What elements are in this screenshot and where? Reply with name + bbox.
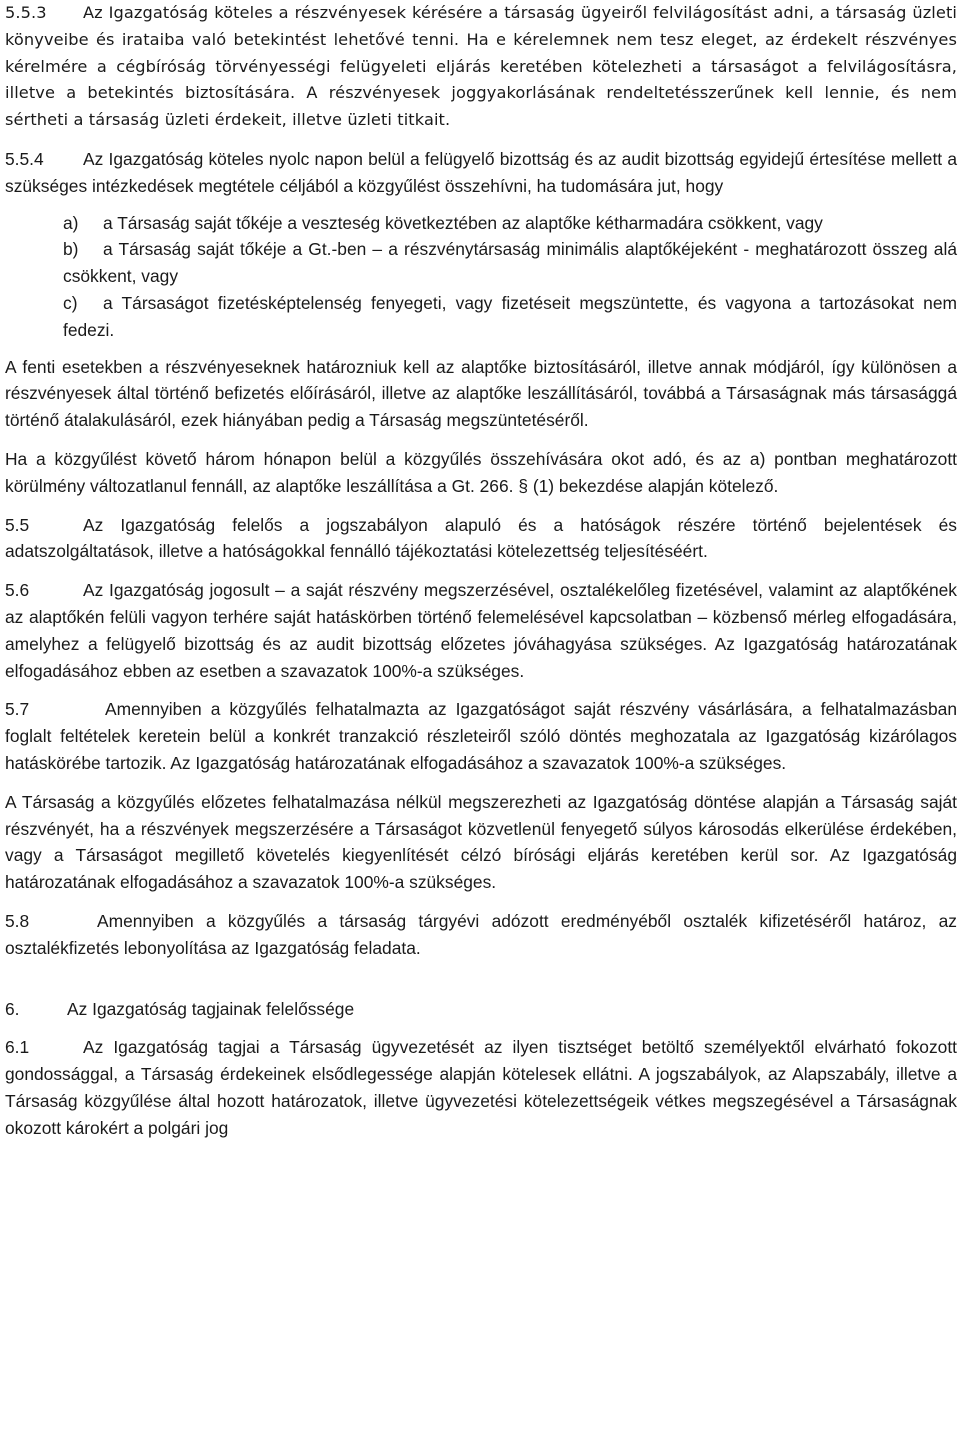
list-item — [63, 290, 957, 344]
section-title: Az Igazgatóság tagjainak felelőssége — [67, 998, 355, 1019]
document-page — [5, 0, 957, 1141]
list-item-text: a Társaság saját tőkéje a Gt.-ben – a részvénytársaság minimális alaptőkéjeként - meghatározott összeg alá csökkent, vagy — [63, 239, 957, 287]
paragraph-capital-measures: A fenti esetekben a részvényeseknek határozniuk kell az alaptőke biztosításáról, illetve annak módjáról, így különösen a részvényesek által történő befizetés előírásáról, illetve az alaptőke leszállításáról, továbbá a Társaságnak más társasággá történő átalakulásáról, ezek hiányában pedig a Társaság megszüntetéséről. — [5, 356, 957, 431]
list-item — [63, 236, 957, 290]
section-text: Az Igazgatóság köteles a részvényesek kérésére a társaság ügyeiről felvilágosítást adni, a társaság üzleti könyveibe és irataiba való betekintést lehetővé tenni. Ha e kérelemnek nem tesz eleget, az érdekelt részvényes kérelmére a cégbíróság törvényességi felügyeleti eljárás keretében kötelezheti a társaságot a felvilágosításra, illetve a betekintés biztosítására. A részvényesek joggyakorlásának rendeltetésszerűnek kell lennie, és nem sértheti a társaság üzleti érdekeit, illetve üzleti titkait. — [5, 3, 957, 130]
list-item-label: a) — [63, 212, 79, 233]
section-number: 5.6 — [5, 580, 30, 601]
section-5-5-3 — [5, 0, 957, 134]
section-number: 5.7 — [5, 699, 30, 720]
list-item-label: c) — [63, 292, 78, 313]
list-item-text: a Társaságot fizetésképtelenség fenyegeti, vagy fizetéseit megszüntette, és vagyona a tartozásokat nem fedezi. — [63, 292, 957, 340]
section-number: 5.5 — [5, 514, 30, 535]
section-text: Az Igazgatóság köteles nyolc napon belül a felügyelő bizottság és az audit bizottság egyidejű értesítése mellett a szükséges intézkedések megtétele céljából a közgyűlést összehívni, ha tudomására jut, hogy — [5, 148, 957, 196]
section-number: 6.1 — [5, 1037, 30, 1058]
list-item-text: a Társaság saját tőkéje a veszteség következtében az alaptőke kétharmadára csökkent, vagy — [103, 212, 823, 233]
condition-list — [63, 210, 957, 344]
section-text: Amennyiben a közgyűlés felhatalmazta az Igazgatóságot saját részvény vásárlására, a felhatalmazásban foglalt feltételek keretein belül a konkrét tranzakció részleteiről szóló döntés meghozatala az Igazgatóság kizárólagos hatáskörébe tartozik. Az Igazgatóság határozatának elfogadásához a szavazatok 100%-a szükséges. — [5, 699, 957, 773]
section-text: Amennyiben a közgyűlés a társaság tárgyévi adózott eredményéből osztalék kifizetéséről határoz, az osztalékfizetés lebonyolítása az Igazgatóság feladata. — [5, 910, 957, 958]
section-5-7 — [5, 696, 957, 776]
section-5-6 — [5, 577, 957, 684]
section-heading-6 — [5, 996, 957, 1023]
section-number: 5.8 — [5, 910, 30, 931]
section-number: 5.5.4 — [5, 148, 44, 169]
section-number: 6. — [5, 998, 20, 1019]
list-item-label: b) — [63, 239, 79, 260]
paragraph-own-shares: A Társaság a közgyűlés előzetes felhatalmazása nélkül megszerezheti az Igazgatóság döntése alapján a Társaság saját részvényét, ha a részvények megszerzésére a Társaságot közvetlenül fenyegető súlyos károsodás elkerülése érdekében, vagy a Társaságot megillető követelés kiegyenlítését célzó bírósági eljárás keretében kerül sor. Az Igazgatóság határozatának elfogadásához a szavazatok 100%-a szükséges. — [5, 791, 957, 893]
section-5-8 — [5, 908, 957, 962]
paragraph-capital-reduction: Ha a közgyűlést követő három hónapon belül a közgyűlés összehívására okot adó, és az a) pontban meghatározott körülmény változatlanul fennáll, az alaptőke leszállítása a Gt. 266. § (1) bekezdése alapján kötelező. — [5, 448, 957, 496]
section-number: 5.5.3 — [5, 3, 47, 22]
list-item — [63, 210, 957, 237]
section-text: Az Igazgatóság felelős a jogszabályon alapuló és a hatóságok részére történő bejelentések és adatszolgáltatások, illetve a hatóságokkal fennálló tájékoztatási kötelezettség teljesítéséért. — [5, 514, 957, 562]
section-5-5-4 — [5, 146, 957, 200]
section-text: Az Igazgatóság tagjai a Társaság ügyvezetését az ilyen tisztséget betöltő személyektől elvárható fokozott gondossággal, a Társaság érdekeinek elsődlegessége alapján kötelesek ellátni. A jogszabályok, az Alapszabály, illetve a Társaság közgyűlése által hozott határozatok, illetve ügyvezetési kötelezettségeik vétkes megszegésével a Társaságnak okozott károkért a polgári jog — [5, 1037, 957, 1138]
section-text: Az Igazgatóság jogosult – a saját részvény megszerzésével, osztalékelőleg fizetésével, valamint az alaptőkének az alaptőkén felüli vagyon terhére saját hatáskörben történő felemelésével kapcsolatban – közbenső mérleg elfogadására, amelyhez a felügyelő bizottság és az audit bizottság előzetes jóváhagyása szükséges. Az Igazgatóság határozatának elfogadásához ebben az esetben a szavazatok 100%-a szükséges. — [5, 580, 957, 681]
section-5-5 — [5, 512, 957, 566]
section-6-1 — [5, 1034, 957, 1141]
